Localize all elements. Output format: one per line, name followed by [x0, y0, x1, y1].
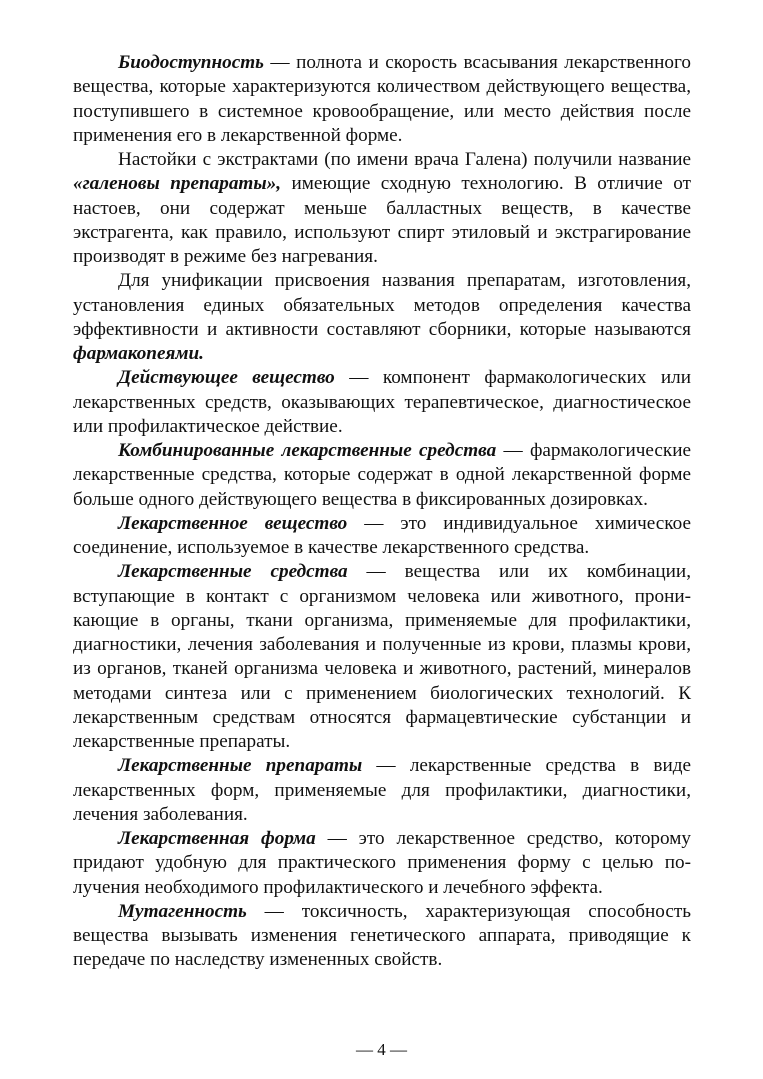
paragraph-galenic	[73, 148, 691, 269]
term-pharmacopoeia: фармакопеями.	[73, 343, 204, 364]
paragraph-drug-substance	[73, 512, 691, 561]
definition-medicinal-products: — вещества или их комбинации, вступающие в контакт с организмом человека или животного, проникающие в органы, ткани организма, применяемые для профилактики, диагностики, лечения заболевания и полученные из крови, плазмы крови, из органов, тканей организма человека и животного, растений, минералов методами синтеза или с применением биологических технологий. К лекарственным средствам относятся фармацевтические субстанции и лекарственные препараты.	[73, 561, 692, 752]
text-pharmacopoeia-before: Для унификации присвоения названия препаратам, изготовления, установления единых обязательных методов определения качества эффективности и активности составляют сборники, которые называются	[73, 270, 691, 340]
term-bioavailability: Биодоступность	[118, 52, 264, 73]
paragraph-pharmacopoeia	[73, 269, 691, 366]
term-dosage-form: Лекарственная форма	[118, 828, 316, 849]
term-active-substance: Действующее вещество	[118, 367, 335, 389]
text-galenic-before: Настойки с экстрактами (по имени врача Галена) получили название	[118, 149, 691, 170]
paragraph-mutagenicity	[73, 900, 691, 973]
definition-combined-drugs: — фармакологические лекарственные средства, которые содержат в одной лекарственной форме больше одного действующего вещества в фиксированных дозировках.	[73, 440, 692, 510]
paragraph-combined-drugs	[73, 439, 691, 512]
term-combined-drugs: Комбинированные лекарственные средства	[118, 440, 497, 461]
term-drug-preparations: Лекарственные препараты	[118, 755, 363, 777]
page-number: — 4 —	[356, 1040, 407, 1059]
definition-bioavailability: — полнота и скорость всасывания лекарственного вещества, которые характеризуются количеством действующего вещества, поступившего в системное кровообращение, или место действия после применения его в лекарственной форме.	[73, 52, 691, 146]
paragraph-bioavailability	[73, 51, 691, 148]
definition-drug-preparations: — лекарственные средства в виде лекарственных форм, применяемые для профилактики, диагностики, лечения заболевания.	[73, 755, 691, 825]
paragraph-medicinal-products	[73, 560, 691, 754]
paragraph-dosage-form	[73, 827, 691, 900]
term-mutagenicity: Мутагенность	[118, 900, 247, 922]
document-body	[73, 51, 691, 973]
definition-mutagenicity: — токсичность, характеризующая способность вещества вызывать изменения генетического аппарата, приводящие к передаче по наследству измененных свойств.	[73, 900, 691, 971]
definition-dosage-form: — это лекарственное средство, которому придают удобную для практического применения форму с целью получения необходимого профилактического и лечебного эффекта.	[73, 828, 691, 898]
paragraph-active-substance	[73, 366, 691, 439]
text-galenic-after: имеющие сходную технологию. В отличие от настоев, они содержат меньше балластных веществ, в качестве экстрагента, как правило, используют спирт этиловый и экстрагирование производят в режиме без нагревания.	[73, 173, 691, 267]
term-medicinal-products: Лекарственные средства	[118, 561, 348, 583]
term-drug-substance: Лекарственное вещество	[118, 512, 348, 534]
term-galenic: «галеновы препараты»,	[73, 173, 282, 195]
definition-active-substance: — компонент фармакологических или лекарственных средств, оказывающих терапевтическое, диагностическое или профилактическое действие.	[73, 367, 692, 437]
definition-drug-substance: — это индивидуальное химическое соединение, используемое в качестве лекарственного средства.	[73, 512, 691, 558]
paragraph-drug-preparations	[73, 754, 691, 827]
